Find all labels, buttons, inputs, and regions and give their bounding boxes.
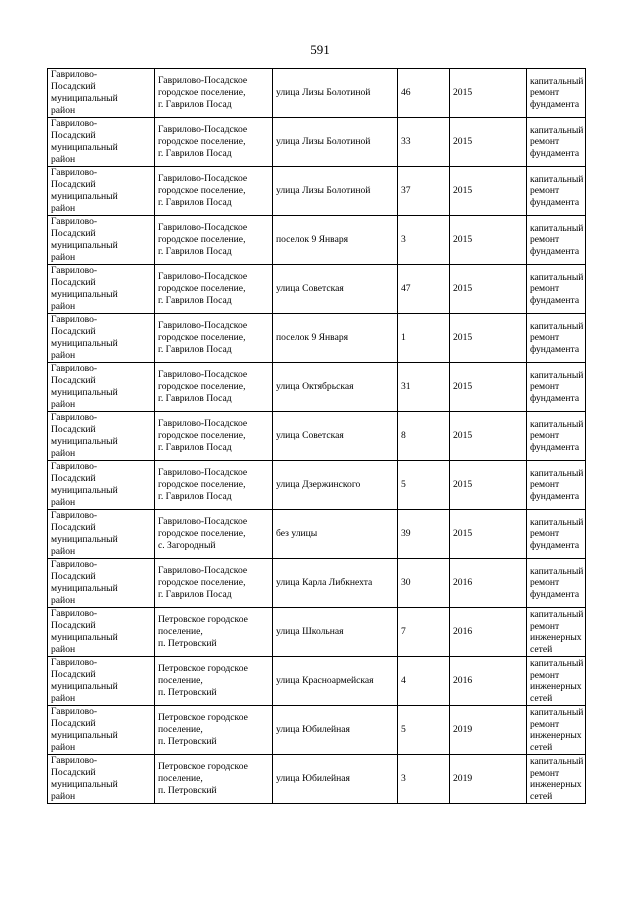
street-cell-text: улица Лизы Болотиной <box>276 87 371 98</box>
district-cell <box>48 461 155 510</box>
street-cell-text: улица Красноармейская <box>276 675 374 686</box>
work-type-cell-text: капитальный ремонт фундамента <box>530 565 584 600</box>
year-cell-text: 2016 <box>453 675 473 686</box>
year-cell <box>450 363 527 412</box>
table-row <box>48 265 586 314</box>
year-cell <box>450 118 527 167</box>
settlement-cell <box>155 706 273 755</box>
year-cell-text: 2015 <box>453 381 473 392</box>
house-number-cell <box>398 510 450 559</box>
house-number-cell <box>398 755 450 804</box>
year-cell <box>450 216 527 265</box>
district-cell <box>48 608 155 657</box>
street-cell-text: поселок 9 Января <box>276 234 349 245</box>
work-type-cell <box>527 559 586 608</box>
house-number-cell-text: 37 <box>401 185 411 196</box>
year-cell <box>450 167 527 216</box>
work-type-cell <box>527 167 586 216</box>
table-row <box>48 314 586 363</box>
settlement-cell <box>155 657 273 706</box>
page-number: 591 <box>310 42 330 57</box>
district-cell <box>48 69 155 118</box>
house-number-cell <box>398 216 450 265</box>
settlement-cell-text: Гаврилово-Посадское городское поселение, г. Гаврилов Посад <box>158 320 248 355</box>
house-number-cell <box>398 657 450 706</box>
settlement-cell-text: Гаврилово-Посадское городское поселение, г. Гаврилов Посад <box>158 565 248 600</box>
work-type-cell <box>527 755 586 804</box>
work-type-cell-text: капитальный ремонт фундамента <box>530 369 584 404</box>
settlement-cell <box>155 461 273 510</box>
settlement-cell-text: Петровское городское поселение, п. Петровский <box>158 761 248 796</box>
house-number-cell <box>398 608 450 657</box>
house-number-cell-text: 47 <box>401 283 411 294</box>
district-cell-text: Гаврилово- Посадский муниципальный район <box>51 69 118 116</box>
house-number-cell-text: 3 <box>401 773 406 784</box>
house-number-cell <box>398 461 450 510</box>
district-cell <box>48 363 155 412</box>
street-cell <box>273 657 398 706</box>
settlement-cell-text: Гаврилово-Посадское городское поселение, г. Гаврилов Посад <box>158 75 248 110</box>
work-type-cell <box>527 69 586 118</box>
house-number-cell-text: 39 <box>401 528 411 539</box>
year-cell <box>450 755 527 804</box>
settlement-cell-text: Гаврилово-Посадское городское поселение, г. Гаврилов Посад <box>158 173 248 208</box>
settlement-cell-text: Гаврилово-Посадское городское поселение, г. Гаврилов Посад <box>158 222 248 257</box>
district-cell-text: Гаврилово- Посадский муниципальный район <box>51 167 118 214</box>
work-type-cell <box>527 461 586 510</box>
table-row <box>48 510 586 559</box>
table-body <box>48 69 586 804</box>
table-row <box>48 69 586 118</box>
work-type-cell-text: капитальный ремонт фундамента <box>530 124 584 159</box>
street-cell <box>273 216 398 265</box>
year-cell-text: 2016 <box>453 626 473 637</box>
work-type-cell-text: капитальный ремонт инженерных сетей <box>530 658 584 704</box>
settlement-cell-text: Петровское городское поселение, п. Петровский <box>158 663 248 698</box>
work-type-cell-text: капитальный ремонт инженерных сетей <box>530 756 584 802</box>
table-row <box>48 216 586 265</box>
district-cell-text: Гаврилово- Посадский муниципальный район <box>51 755 118 802</box>
street-cell-text: улица Школьная <box>276 626 344 637</box>
district-cell <box>48 559 155 608</box>
district-cell <box>48 167 155 216</box>
house-number-cell-text: 4 <box>401 675 406 686</box>
settlement-cell <box>155 167 273 216</box>
house-number-cell-text: 33 <box>401 136 411 147</box>
house-number-cell <box>398 265 450 314</box>
district-cell <box>48 755 155 804</box>
work-type-cell-text: капитальный ремонт фундамента <box>530 467 584 502</box>
year-cell-text: 2015 <box>453 185 473 196</box>
settlement-cell <box>155 314 273 363</box>
house-number-cell <box>398 118 450 167</box>
district-cell <box>48 314 155 363</box>
street-cell <box>273 167 398 216</box>
house-number-cell-text: 46 <box>401 87 411 98</box>
house-number-cell-text: 8 <box>401 430 406 441</box>
house-number-cell-text: 5 <box>401 479 406 490</box>
table-row <box>48 412 586 461</box>
street-cell-text: улица Советская <box>276 430 344 441</box>
work-type-cell-text: капитальный ремонт фундамента <box>530 271 584 306</box>
table-row <box>48 167 586 216</box>
settlement-cell <box>155 608 273 657</box>
work-type-cell-text: капитальный ремонт фундамента <box>530 173 584 208</box>
year-cell-text: 2015 <box>453 528 473 539</box>
year-cell <box>450 412 527 461</box>
district-cell <box>48 118 155 167</box>
street-cell-text: улица Октябрьская <box>276 381 354 392</box>
street-cell-text: улица Лизы Болотиной <box>276 185 371 196</box>
settlement-cell <box>155 510 273 559</box>
work-type-cell-text: капитальный ремонт фундамента <box>530 320 584 355</box>
street-cell-text: без улицы <box>276 528 318 539</box>
work-type-cell-text: капитальный ремонт фундамента <box>530 75 584 110</box>
district-cell-text: Гаврилово- Посадский муниципальный район <box>51 461 118 508</box>
year-cell <box>450 461 527 510</box>
street-cell <box>273 314 398 363</box>
year-cell <box>450 314 527 363</box>
street-cell-text: улица Советская <box>276 283 344 294</box>
house-number-cell-text: 5 <box>401 724 406 735</box>
street-cell-text: улица Дзержинского <box>276 479 361 490</box>
district-cell-text: Гаврилово- Посадский муниципальный район <box>51 216 118 263</box>
table-row <box>48 118 586 167</box>
house-number-cell <box>398 167 450 216</box>
house-number-cell-text: 30 <box>401 577 411 588</box>
settlement-cell-text: Петровское городское поселение, п. Петровский <box>158 712 248 747</box>
district-cell-text: Гаврилово- Посадский муниципальный район <box>51 559 118 606</box>
table-row <box>48 657 586 706</box>
district-cell-text: Гаврилово- Посадский муниципальный район <box>51 657 118 704</box>
year-cell <box>450 510 527 559</box>
year-cell-text: 2015 <box>453 136 473 147</box>
address-register-table <box>47 68 586 804</box>
work-type-cell <box>527 706 586 755</box>
house-number-cell <box>398 412 450 461</box>
work-type-cell <box>527 118 586 167</box>
year-cell <box>450 265 527 314</box>
year-cell-text: 2015 <box>453 479 473 490</box>
year-cell-text: 2019 <box>453 773 473 784</box>
district-cell-text: Гаврилово- Посадский муниципальный район <box>51 118 118 165</box>
work-type-cell <box>527 412 586 461</box>
street-cell <box>273 559 398 608</box>
street-cell <box>273 461 398 510</box>
settlement-cell-text: Гаврилово-Посадское городское поселение, с. Загородный <box>158 516 248 551</box>
work-type-cell <box>527 363 586 412</box>
settlement-cell-text: Петровское городское поселение, п. Петровский <box>158 614 248 649</box>
settlement-cell <box>155 755 273 804</box>
year-cell-text: 2019 <box>453 724 473 735</box>
settlement-cell <box>155 69 273 118</box>
district-cell-text: Гаврилово- Посадский муниципальный район <box>51 314 118 361</box>
table-row <box>48 608 586 657</box>
district-cell <box>48 412 155 461</box>
district-cell-text: Гаврилово- Посадский муниципальный район <box>51 608 118 655</box>
year-cell-text: 2015 <box>453 332 473 343</box>
district-cell <box>48 216 155 265</box>
house-number-cell-text: 3 <box>401 234 406 245</box>
work-type-cell <box>527 510 586 559</box>
street-cell <box>273 706 398 755</box>
settlement-cell-text: Гаврилово-Посадское городское поселение, г. Гаврилов Посад <box>158 271 248 306</box>
house-number-cell <box>398 559 450 608</box>
settlement-cell-text: Гаврилово-Посадское городское поселение, г. Гаврилов Посад <box>158 369 248 404</box>
street-cell-text: улица Лизы Болотиной <box>276 136 371 147</box>
street-cell <box>273 265 398 314</box>
settlement-cell-text: Гаврилово-Посадское городское поселение, г. Гаврилов Посад <box>158 467 248 502</box>
settlement-cell <box>155 363 273 412</box>
work-type-cell-text: капитальный ремонт инженерных сетей <box>530 707 584 753</box>
house-number-cell <box>398 706 450 755</box>
district-cell <box>48 265 155 314</box>
district-cell-text: Гаврилово- Посадский муниципальный район <box>51 510 118 557</box>
work-type-cell <box>527 216 586 265</box>
street-cell <box>273 608 398 657</box>
district-cell-text: Гаврилово- Посадский муниципальный район <box>51 706 118 753</box>
year-cell <box>450 706 527 755</box>
settlement-cell <box>155 412 273 461</box>
work-type-cell <box>527 608 586 657</box>
street-cell <box>273 363 398 412</box>
district-cell-text: Гаврилово- Посадский муниципальный район <box>51 412 118 459</box>
house-number-cell-text: 31 <box>401 381 411 392</box>
work-type-cell-text: капитальный ремонт инженерных сетей <box>530 609 584 655</box>
street-cell <box>273 69 398 118</box>
house-number-cell <box>398 314 450 363</box>
district-cell-text: Гаврилово- Посадский муниципальный район <box>51 363 118 410</box>
year-cell-text: 2015 <box>453 87 473 98</box>
settlement-cell <box>155 216 273 265</box>
settlement-cell-text: Гаврилово-Посадское городское поселение, г. Гаврилов Посад <box>158 418 248 453</box>
work-type-cell-text: капитальный ремонт фундамента <box>530 516 584 551</box>
year-cell-text: 2015 <box>453 234 473 245</box>
year-cell-text: 2015 <box>453 430 473 441</box>
year-cell-text: 2015 <box>453 283 473 294</box>
settlement-cell-text: Гаврилово-Посадское городское поселение, г. Гаврилов Посад <box>158 124 248 159</box>
district-cell <box>48 657 155 706</box>
street-cell <box>273 755 398 804</box>
settlement-cell <box>155 118 273 167</box>
street-cell-text: улица Карла Либкнехта <box>276 577 373 588</box>
settlement-cell <box>155 265 273 314</box>
settlement-cell <box>155 559 273 608</box>
work-type-cell <box>527 314 586 363</box>
house-number-cell <box>398 363 450 412</box>
year-cell <box>450 69 527 118</box>
district-cell-text: Гаврилово- Посадский муниципальный район <box>51 265 118 312</box>
year-cell <box>450 559 527 608</box>
street-cell-text: улица Юбилейная <box>276 724 350 735</box>
table-row <box>48 559 586 608</box>
street-cell <box>273 412 398 461</box>
work-type-cell <box>527 657 586 706</box>
table-row <box>48 363 586 412</box>
work-type-cell <box>527 265 586 314</box>
street-cell <box>273 118 398 167</box>
district-cell <box>48 706 155 755</box>
table-row <box>48 706 586 755</box>
year-cell-text: 2016 <box>453 577 473 588</box>
year-cell <box>450 657 527 706</box>
street-cell-text: улица Юбилейная <box>276 773 350 784</box>
street-cell-text: поселок 9 Января <box>276 332 349 343</box>
work-type-cell-text: капитальный ремонт фундамента <box>530 418 584 453</box>
table-row <box>48 755 586 804</box>
house-number-cell <box>398 69 450 118</box>
table-row <box>48 461 586 510</box>
year-cell <box>450 608 527 657</box>
house-number-cell-text: 7 <box>401 626 406 637</box>
district-cell <box>48 510 155 559</box>
house-number-cell-text: 1 <box>401 332 406 343</box>
work-type-cell-text: капитальный ремонт фундамента <box>530 222 584 257</box>
street-cell <box>273 510 398 559</box>
